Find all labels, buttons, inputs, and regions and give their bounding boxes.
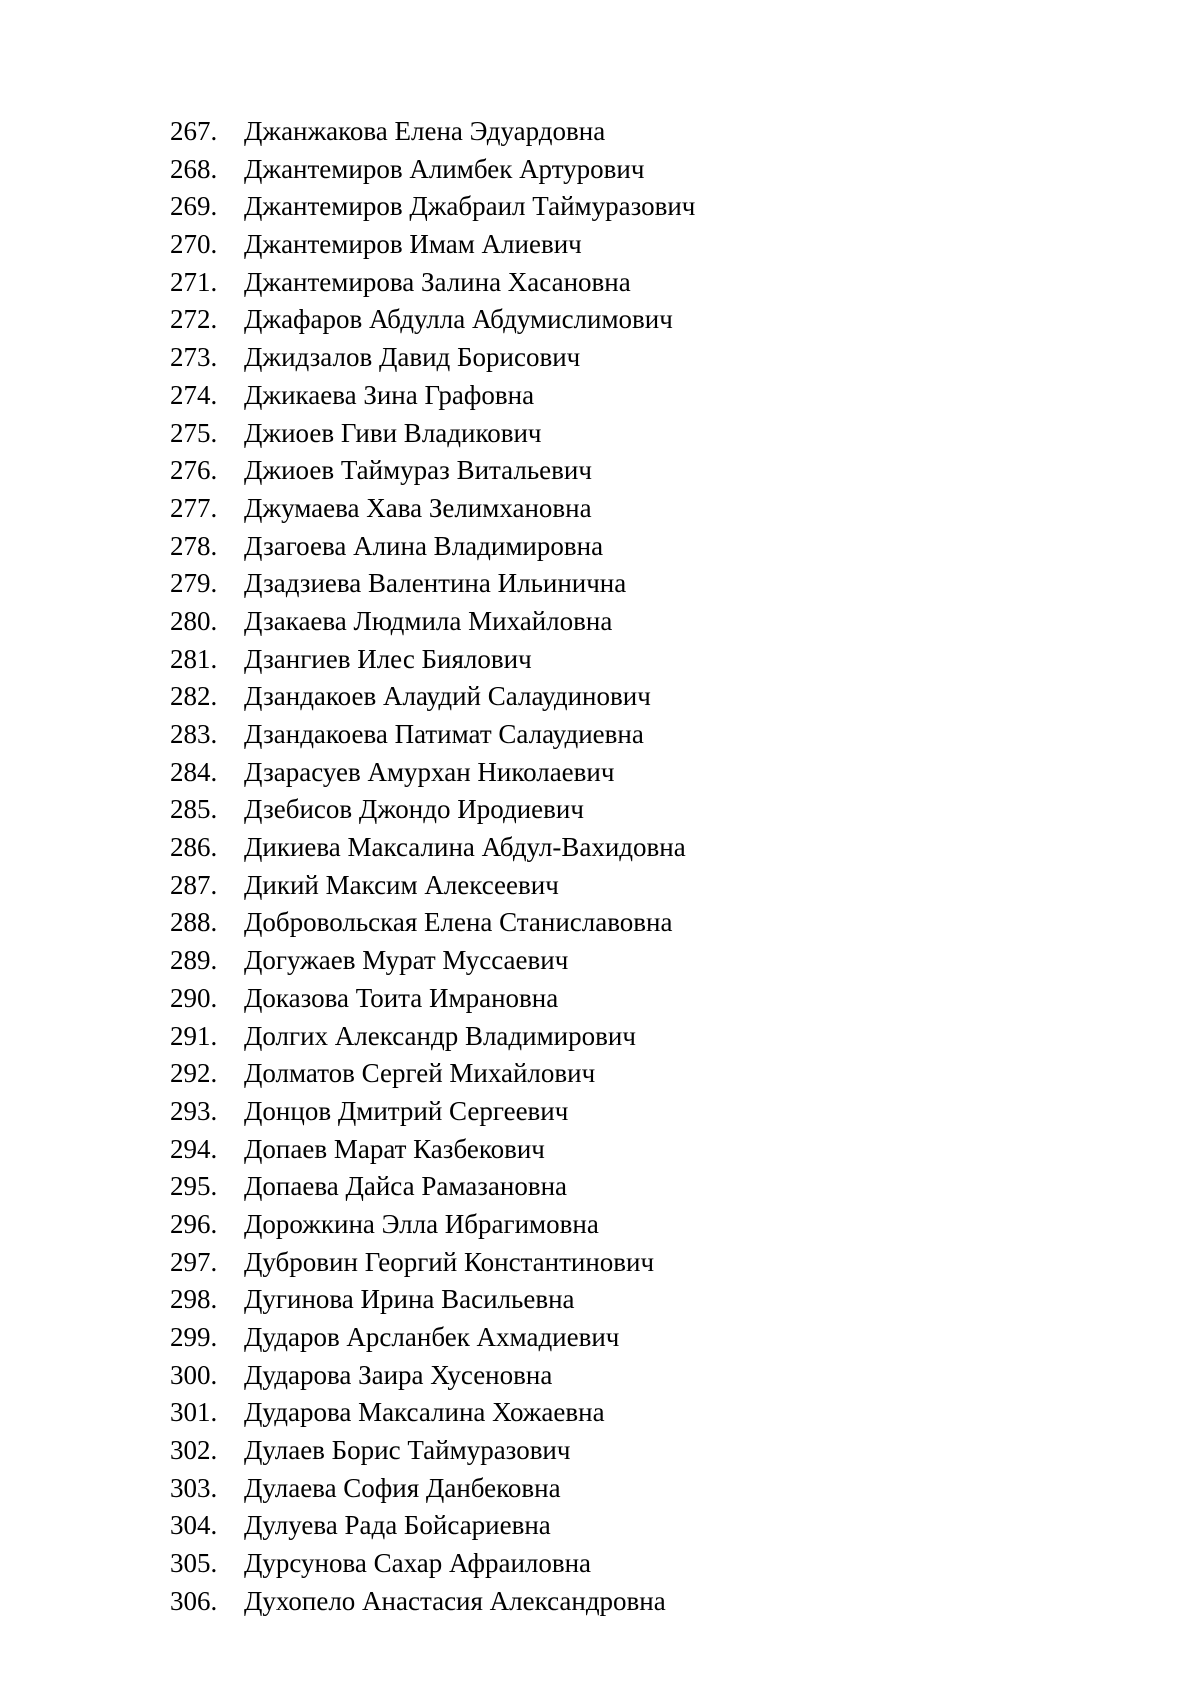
list-item-number: 283. [170,719,218,749]
list-item-name: Дзакаева Людмила Михайловна [244,605,613,636]
list-item-name: Долматов Сергей Михайлович [244,1058,596,1089]
list-item [170,1093,695,1131]
list-item [170,415,695,453]
list-item-number: 281. [170,643,218,674]
list-item-number: 284. [170,756,218,787]
list-item-number: 280. [170,605,218,636]
list-item-number: 291. [170,1020,218,1051]
list-item-number: 289. [170,945,218,976]
list-item [170,226,695,264]
list-item-name: Дзангиев Илес Биялович [244,643,532,674]
list-item [170,377,695,415]
list-item [170,1281,695,1319]
list-item [170,867,695,905]
list-item-number: 285. [170,794,218,825]
list-item-name: Дулуева Рада Бойсариевна [244,1510,551,1541]
list-item-name: Джанжакова Елена Эдуардовна [244,116,606,146]
list-item [170,1357,695,1395]
list-item-number: 294. [170,1133,218,1164]
list-item-number: 279. [170,568,218,599]
list-item-number: 304. [170,1510,218,1541]
list-item-number: 306. [170,1585,218,1616]
list-item-name: Доказова Тоита Имрановна [244,982,559,1013]
list-item-name: Дурсунова Сахар Афраиловна [244,1548,592,1579]
list-item-number: 270. [170,229,218,260]
list-item-number: 277. [170,492,218,523]
list-item-number: 278. [170,530,218,561]
list-item [170,1432,695,1470]
list-item [170,1507,695,1545]
list-item [170,1319,695,1357]
list-item-name: Джиоев Гиви Владикович [244,417,542,448]
list-item [170,791,695,829]
list-item [170,1244,695,1282]
list-item-name: Дугинова Ирина Васильевна [244,1284,575,1315]
list-item-name: Донцов Дмитрий Сергеевич [244,1095,569,1126]
list-item [170,641,695,679]
list-item-name: Джантемиров Алимбек Артурович [244,153,645,184]
list-item-name: Добровольская Елена Станиславовна [244,907,673,938]
list-item [170,1055,695,1093]
list-item [170,188,695,226]
list-item [170,1206,695,1244]
list-item-name: Долгих Александр Владимирович [244,1020,636,1051]
list-item-number: 273. [170,342,218,373]
list-item-name: Дулаева София Данбековна [244,1472,561,1503]
list-item-name: Джантемиров Джабраил Таймуразович [244,191,696,222]
list-item [170,754,695,792]
list-item-name: Джумаева Хава Зелимхановна [244,492,592,523]
list-item-name: Дубровин Георгий Константинович [244,1246,655,1277]
list-item [170,603,695,641]
list-item-name: Дзагоева Алина Владимировна [244,530,604,561]
list-item-name: Джантемирова Залина Хасановна [244,266,631,297]
list-item [170,829,695,867]
list-item-name: Джафаров Абдулла Абдумислимович [244,304,673,335]
list-item [170,904,695,942]
list-item-number: 293. [170,1095,218,1126]
list-item-number: 296. [170,1208,218,1239]
list-item [170,1583,695,1621]
list-item-number: 274. [170,379,218,410]
list-item-name: Дзебисов Джондо Иродиевич [244,794,584,825]
list-item [170,452,695,490]
list-item-number: 286. [170,832,218,863]
list-item [170,980,695,1018]
list-item [170,113,695,151]
list-item-number: 290. [170,982,218,1013]
list-item [170,264,695,302]
list-item-number: 295. [170,1171,218,1202]
list-item-name: Джантемиров Имам Алиевич [244,229,582,260]
list-item-name: Допаева Дайса Рамазановна [244,1171,568,1202]
list-item [170,678,695,716]
list-item-number: 288. [170,907,218,938]
list-item-number: 275. [170,417,218,448]
list-item-name: Дударов Арсланбек Ахмадиевич [244,1322,620,1352]
list-item-name: Догужаев Мурат Муссаевич [244,945,569,976]
list-item-number: 268. [170,153,218,184]
list-item-name: Дикиева Максалина Абдул-Вахидовна [244,832,686,863]
name-list [170,113,695,1621]
list-item-number: 282. [170,681,218,712]
list-item-name: Дикий Максим Алексеевич [244,869,559,900]
list-item [170,490,695,528]
list-item [170,942,695,980]
list-item-number: 303. [170,1472,218,1503]
list-item [170,1545,695,1583]
list-item-name: Джидзалов Давид Борисович [244,342,581,373]
list-item-name: Дударова Заира Хусеновна [244,1359,553,1390]
list-item-number: 271. [170,266,218,297]
list-item-name: Дзадзиева Валентина Ильинична [244,568,627,599]
list-item-name: Джиоев Таймураз Витальевич [244,455,592,486]
list-item [170,565,695,603]
list-item [170,339,695,377]
list-item-name: Допаев Марат Казбекович [244,1133,545,1164]
list-item [170,716,695,754]
list-item-name: Дзандакоева Патимат Салаудиевна [244,719,644,749]
list-item-name: Дзандакоев Алаудий Салаудинович [244,681,651,712]
list-item [170,301,695,339]
list-item-number: 267. [170,116,218,146]
list-item-number: 276. [170,455,218,486]
list-item [170,1470,695,1508]
list-item-name: Духопело Анастасия Александровна [244,1585,666,1616]
list-item-number: 292. [170,1058,218,1089]
list-item [170,528,695,566]
list-item-number: 287. [170,869,218,900]
list-item-number: 297. [170,1246,218,1277]
list-item-number: 302. [170,1435,218,1466]
list-item-number: 298. [170,1284,218,1315]
list-item [170,1394,695,1432]
list-item-number: 272. [170,304,218,335]
list-item [170,1018,695,1056]
list-item-name: Дзарасуев Амурхан Николаевич [244,756,615,787]
list-item-number: 299. [170,1322,218,1352]
list-item [170,1131,695,1169]
list-item-number: 301. [170,1397,218,1428]
list-item [170,1168,695,1206]
list-item-name: Дударова Максалина Хожаевна [244,1397,605,1428]
list-item-name: Дорожкина Элла Ибрагимовна [244,1208,599,1239]
list-item-number: 305. [170,1548,218,1579]
list-item-number: 269. [170,191,218,222]
list-item-number: 300. [170,1359,218,1390]
list-item-name: Джикаева Зина Графовна [244,379,535,410]
list-item [170,151,695,189]
list-item-name: Дулаев Борис Таймуразович [244,1435,571,1466]
